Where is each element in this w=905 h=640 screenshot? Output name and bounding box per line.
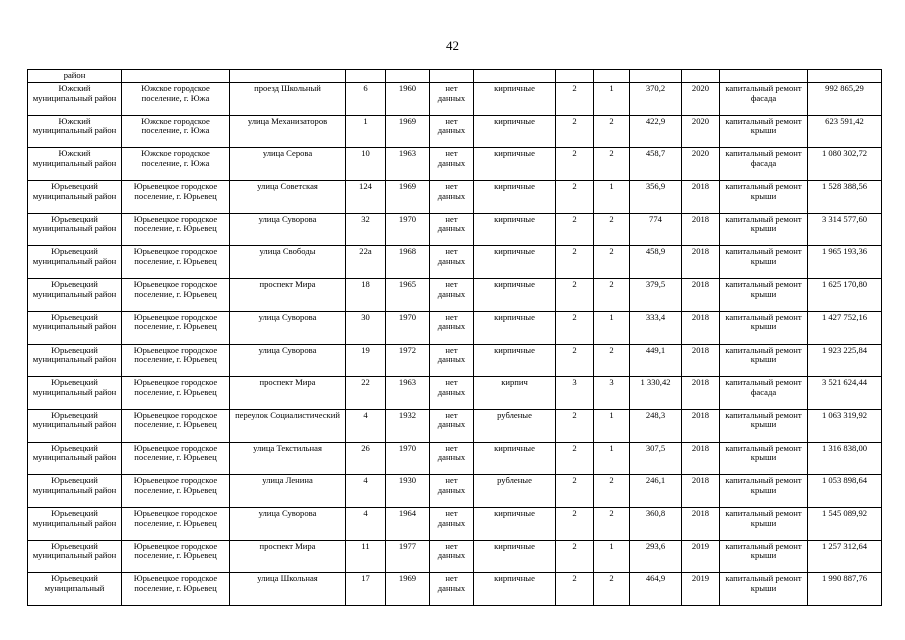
table-row-continuation [28,70,882,83]
entrances-cell: 1 [594,83,630,116]
material-cell: кирпич [474,377,556,410]
floors-cell: 2 [556,148,594,181]
cost-cell [808,70,882,83]
table-row [28,115,882,148]
cost-cell: 3 314 577,60 [808,213,882,246]
year-cell: 1960 [386,83,430,116]
work-cell: капитальный ремонт крыши [720,213,808,246]
material-cell: кирпичные [474,181,556,214]
settlement-cell: Юрьевецкое городское поселение, г. Юрьевец [122,246,230,279]
work-cell: капитальный ремонт крыши [720,507,808,540]
cost-cell: 1 053 898,64 [808,475,882,508]
street-cell: улица Суворова [230,311,346,344]
street-cell: улица Ленина [230,475,346,508]
year-cell: 1970 [386,311,430,344]
work-cell: капитальный ремонт крыши [720,442,808,475]
district-cell: Юрьевецкий муниципальный район [28,181,122,214]
plan-year-cell: 2018 [682,507,720,540]
table-row [28,573,882,606]
note-cell: нет данных [430,311,474,344]
year-cell: 1930 [386,475,430,508]
cost-cell: 1 528 388,56 [808,181,882,214]
settlement-cell: Юрьевецкое городское поселение, г. Юрьевец [122,181,230,214]
table-row [28,540,882,573]
settlement-cell: Южское городское поселение, г. Южа [122,83,230,116]
work-cell: капитальный ремонт крыши [720,279,808,312]
material-cell: кирпичные [474,115,556,148]
year-cell: 1977 [386,540,430,573]
settlement-cell: Южское городское поселение, г. Южа [122,148,230,181]
entrances-cell: 1 [594,181,630,214]
table-row [28,507,882,540]
entrances-cell: 2 [594,213,630,246]
settlement-cell: Юрьевецкое городское поселение, г. Юрьевец [122,213,230,246]
entrances-cell: 1 [594,442,630,475]
house-cell [346,70,386,83]
district-cell: Юрьевецкий муниципальный район [28,507,122,540]
floors-cell: 2 [556,442,594,475]
plan-year-cell: 2018 [682,344,720,377]
entrances-cell: 1 [594,540,630,573]
house-cell: 17 [346,573,386,606]
housing-repair-table [27,69,882,606]
area-cell: 464,9 [630,573,682,606]
district-cell: Юрьевецкий муниципальный район [28,442,122,475]
area-cell: 379,5 [630,279,682,312]
note-cell: нет данных [430,213,474,246]
note-cell: нет данных [430,507,474,540]
settlement-cell: Юрьевецкое городское поселение, г. Юрьевец [122,377,230,410]
material-cell: кирпичные [474,344,556,377]
entrances-cell: 2 [594,279,630,312]
note-cell: нет данных [430,573,474,606]
house-cell: 11 [346,540,386,573]
material-cell: кирпичные [474,507,556,540]
note-cell: нет данных [430,442,474,475]
settlement-cell: Юрьевецкое городское поселение, г. Юрьевец [122,311,230,344]
year-cell: 1963 [386,377,430,410]
area-cell: 458,7 [630,148,682,181]
area-cell: 422,9 [630,115,682,148]
cost-cell: 3 521 624,44 [808,377,882,410]
cost-cell: 1 063 319,92 [808,409,882,442]
street-cell: улица Текстильная [230,442,346,475]
note-cell [430,70,474,83]
cost-cell: 1 257 312,64 [808,540,882,573]
year-cell: 1969 [386,573,430,606]
table-row [28,148,882,181]
work-cell: капитальный ремонт крыши [720,246,808,279]
house-cell: 22 [346,377,386,410]
cost-cell: 1 080 302,72 [808,148,882,181]
floors-cell: 2 [556,311,594,344]
settlement-cell: Южское городское поселение, г. Южа [122,115,230,148]
floors-cell: 2 [556,246,594,279]
plan-year-cell: 2018 [682,475,720,508]
material-cell: кирпичные [474,311,556,344]
material-cell: рубленые [474,409,556,442]
district-cell: Южский муниципальный район [28,115,122,148]
floors-cell: 2 [556,279,594,312]
house-cell: 30 [346,311,386,344]
settlement-cell: Юрьевецкое городское поселение, г. Юрьевец [122,409,230,442]
year-cell: 1963 [386,148,430,181]
district-cell: Юрьевецкий муниципальный [28,573,122,606]
cost-cell: 1 427 752,16 [808,311,882,344]
year-cell [386,70,430,83]
table-row [28,311,882,344]
year-cell: 1970 [386,442,430,475]
floors-cell: 2 [556,573,594,606]
plan-year-cell: 2018 [682,279,720,312]
district-cell: Юрьевецкий муниципальный район [28,311,122,344]
district-cell: Юрьевецкий муниципальный район [28,246,122,279]
note-cell: нет данных [430,246,474,279]
house-cell: 6 [346,83,386,116]
entrances-cell: 1 [594,311,630,344]
floors-cell: 2 [556,213,594,246]
year-cell: 1968 [386,246,430,279]
area-cell: 293,6 [630,540,682,573]
entrances-cell: 2 [594,115,630,148]
floors-cell: 2 [556,344,594,377]
district-cell: Юрьевецкий муниципальный район [28,279,122,312]
floors-cell: 2 [556,181,594,214]
area-cell: 458,9 [630,246,682,279]
note-cell: нет данных [430,409,474,442]
note-cell: нет данных [430,540,474,573]
entrances-cell: 2 [594,344,630,377]
work-cell: капитальный ремонт крыши [720,115,808,148]
table-row [28,83,882,116]
material-cell: кирпичные [474,148,556,181]
year-cell: 1932 [386,409,430,442]
material-cell [474,70,556,83]
area-cell: 1 330,42 [630,377,682,410]
plan-year-cell: 2020 [682,148,720,181]
district-cell: Юрьевецкий муниципальный район [28,377,122,410]
cost-cell: 992 865,29 [808,83,882,116]
district-cell: Юрьевецкий муниципальный район [28,344,122,377]
table-row [28,377,882,410]
note-cell: нет данных [430,181,474,214]
entrances-cell: 1 [594,409,630,442]
street-cell: проспект Мира [230,540,346,573]
year-cell: 1969 [386,181,430,214]
floors-cell: 2 [556,409,594,442]
house-cell: 22а [346,246,386,279]
cost-cell: 623 591,42 [808,115,882,148]
note-cell: нет данных [430,279,474,312]
plan-year-cell [682,70,720,83]
street-cell: улица Суворова [230,507,346,540]
year-cell: 1964 [386,507,430,540]
note-cell: нет данных [430,148,474,181]
work-cell: капитальный ремонт крыши [720,344,808,377]
cost-cell: 1 316 838,00 [808,442,882,475]
plan-year-cell: 2018 [682,377,720,410]
area-cell: 333,4 [630,311,682,344]
table-row [28,409,882,442]
street-cell: проспект Мира [230,377,346,410]
district-cell: Юрьевецкий муниципальный район [28,540,122,573]
entrances-cell: 2 [594,148,630,181]
area-cell: 246,1 [630,475,682,508]
street-cell: улица Механизаторов [230,115,346,148]
street-cell: улица Суворова [230,344,346,377]
floors-cell: 2 [556,540,594,573]
plan-year-cell: 2018 [682,213,720,246]
plan-year-cell: 2018 [682,311,720,344]
page-number: 42 [446,38,459,53]
area-cell: 449,1 [630,344,682,377]
year-cell: 1965 [386,279,430,312]
work-cell: капитальный ремонт крыши [720,311,808,344]
table-row [28,181,882,214]
area-cell: 356,9 [630,181,682,214]
table-row [28,279,882,312]
entrances-cell: 2 [594,246,630,279]
settlement-cell: Юрьевецкое городское поселение, г. Юрьевец [122,475,230,508]
material-cell: кирпичные [474,83,556,116]
street-cell: улица Свободы [230,246,346,279]
entrances-cell: 2 [594,507,630,540]
plan-year-cell: 2020 [682,115,720,148]
district-cell: Южский муниципальный район [28,83,122,116]
street-cell: проспект Мира [230,279,346,312]
table-row [28,246,882,279]
floors-cell: 2 [556,83,594,116]
plan-year-cell: 2018 [682,442,720,475]
table-row [28,475,882,508]
settlement-cell: Юрьевецкое городское поселение, г. Юрьевец [122,344,230,377]
house-cell: 4 [346,507,386,540]
cost-cell: 1 923 225,84 [808,344,882,377]
work-cell: капитальный ремонт фасада [720,83,808,116]
area-cell: 774 [630,213,682,246]
entrances-cell [594,70,630,83]
entrances-cell: 2 [594,475,630,508]
floors-cell: 3 [556,377,594,410]
house-cell: 10 [346,148,386,181]
material-cell: рубленые [474,475,556,508]
street-cell: улица Советская [230,181,346,214]
note-cell: нет данных [430,377,474,410]
house-cell: 4 [346,475,386,508]
plan-year-cell: 2019 [682,540,720,573]
house-cell: 19 [346,344,386,377]
district-cell: Юрьевецкий муниципальный район [28,409,122,442]
work-cell: капитальный ремонт фасада [720,148,808,181]
plan-year-cell: 2018 [682,409,720,442]
plan-year-cell: 2018 [682,181,720,214]
table-row [28,344,882,377]
material-cell: кирпичные [474,442,556,475]
cost-cell: 1 545 089,92 [808,507,882,540]
plan-year-cell: 2018 [682,246,720,279]
work-cell: капитальный ремонт крыши [720,181,808,214]
cost-cell: 1 990 887,76 [808,573,882,606]
house-cell: 32 [346,213,386,246]
street-cell [230,70,346,83]
work-cell [720,70,808,83]
work-cell: капитальный ремонт фасада [720,377,808,410]
floors-cell: 2 [556,115,594,148]
plan-year-cell: 2020 [682,83,720,116]
cost-cell: 1 965 193,36 [808,246,882,279]
entrances-cell: 3 [594,377,630,410]
work-cell: капитальный ремонт крыши [720,573,808,606]
plan-year-cell: 2019 [682,573,720,606]
street-cell: улица Суворова [230,213,346,246]
area-cell: 370,2 [630,83,682,116]
street-cell: улица Серова [230,148,346,181]
street-cell: проезд Школьный [230,83,346,116]
cost-cell: 1 625 170,80 [808,279,882,312]
note-cell: нет данных [430,83,474,116]
material-cell: кирпичные [474,246,556,279]
street-cell: переулок Социалистический [230,409,346,442]
material-cell: кирпичные [474,279,556,312]
house-cell: 124 [346,181,386,214]
area-cell: 360,8 [630,507,682,540]
note-cell: нет данных [430,344,474,377]
area-cell [630,70,682,83]
area-cell: 307,5 [630,442,682,475]
floors-cell: 2 [556,507,594,540]
district-cell: Юрьевецкий муниципальный район [28,213,122,246]
house-cell: 1 [346,115,386,148]
district-cell: Юрьевецкий муниципальный район [28,475,122,508]
material-cell: кирпичные [474,573,556,606]
work-cell: капитальный ремонт крыши [720,540,808,573]
year-cell: 1970 [386,213,430,246]
settlement-cell: Юрьевецкое городское поселение, г. Юрьевец [122,279,230,312]
work-cell: капитальный ремонт крыши [720,475,808,508]
table-row [28,442,882,475]
material-cell: кирпичные [474,213,556,246]
district-cell: район [28,70,122,83]
entrances-cell: 2 [594,573,630,606]
note-cell: нет данных [430,115,474,148]
settlement-cell: Юрьевецкое городское поселение, г. Юрьевец [122,507,230,540]
work-cell: капитальный ремонт крыши [720,409,808,442]
table-row [28,213,882,246]
settlement-cell [122,70,230,83]
house-cell: 4 [346,409,386,442]
material-cell: кирпичные [474,540,556,573]
note-cell: нет данных [430,475,474,508]
district-cell: Южский муниципальный район [28,148,122,181]
street-cell: улица Школьная [230,573,346,606]
settlement-cell: Юрьевецкое городское поселение, г. Юрьевец [122,442,230,475]
floors-cell: 2 [556,475,594,508]
settlement-cell: Юрьевецкое городское поселение, г. Юрьевец [122,540,230,573]
floors-cell [556,70,594,83]
year-cell: 1972 [386,344,430,377]
settlement-cell: Юрьевецкое городское поселение, г. Юрьевец [122,573,230,606]
house-cell: 18 [346,279,386,312]
house-cell: 26 [346,442,386,475]
year-cell: 1969 [386,115,430,148]
area-cell: 248,3 [630,409,682,442]
